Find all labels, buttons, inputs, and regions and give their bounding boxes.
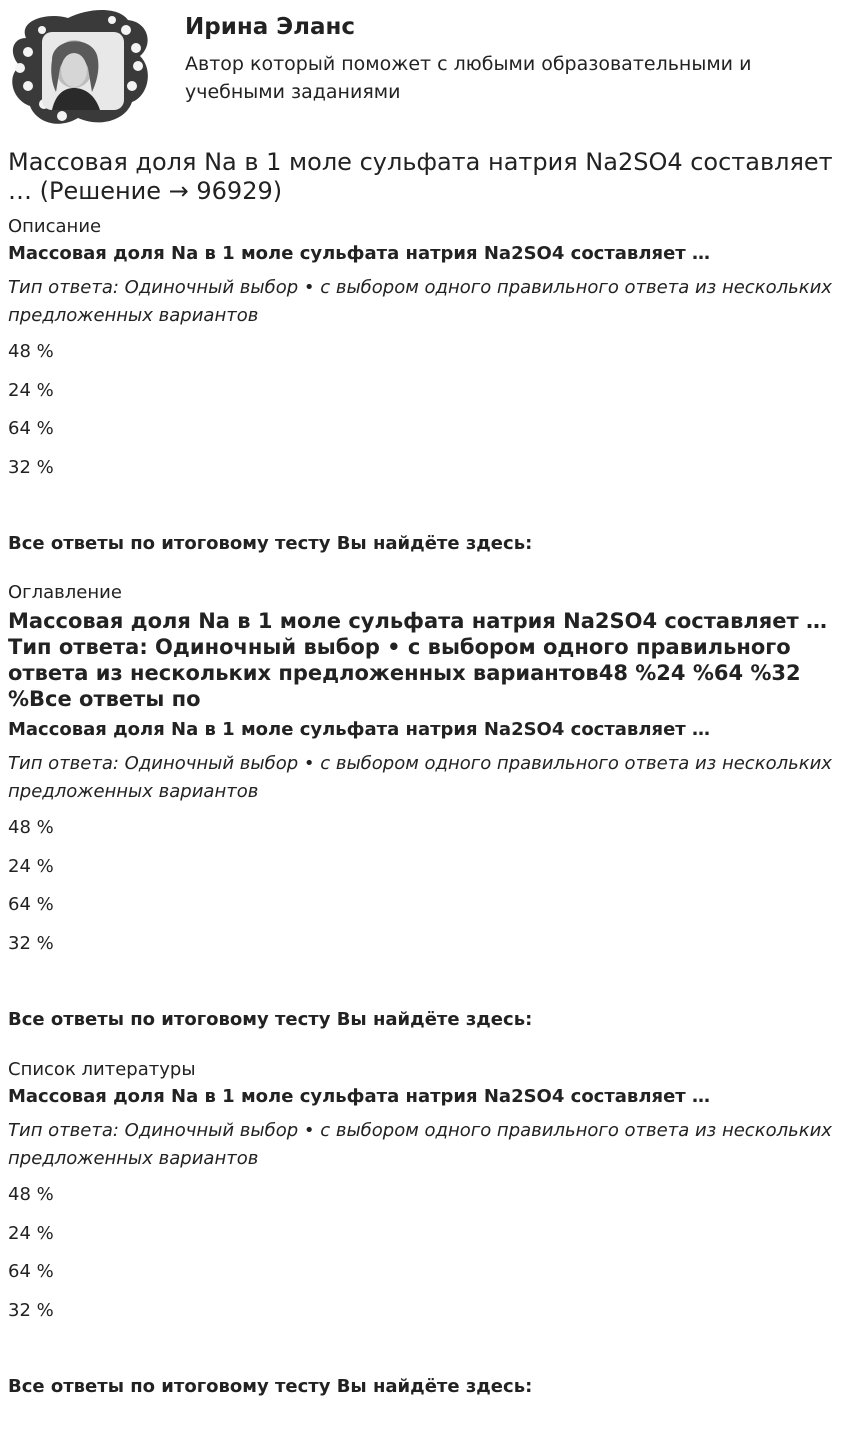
question-text: Массовая доля Na в 1 моле сульфата натрия Na2SO4 составляет … bbox=[8, 719, 710, 740]
answer-option: 24 % bbox=[8, 379, 54, 401]
author-avatar bbox=[8, 8, 150, 126]
all-answers-text: Все ответы по итоговому тесту Вы найдёте здесь: bbox=[8, 1009, 533, 1030]
all-answers-text: Все ответы по итоговому тесту Вы найдёте здесь: bbox=[8, 1376, 533, 1397]
section-label: Оглавление bbox=[8, 582, 122, 603]
answer-option: 48 % bbox=[8, 1184, 54, 1205]
answer-type: Тип ответа: Одиночный выбор • с выбором одного правильного ответа из нескольких предложенных вариантов bbox=[8, 753, 832, 802]
all-answers-text: Все ответы по итоговому тесту Вы найдёте здесь: bbox=[8, 533, 533, 554]
question-text: Массовая доля Na в 1 моле сульфата натрия Na2SO4 составляет … bbox=[8, 243, 710, 264]
answer-option: 48 % bbox=[8, 817, 54, 838]
answer-option: 24 % bbox=[8, 855, 54, 877]
description-section bbox=[8, 216, 843, 568]
section-label: Список литературы bbox=[8, 1059, 196, 1080]
answer-type: Тип ответа: Одиночный выбор • с выбором одного правильного ответа из нескольких предложенных вариантов bbox=[8, 1120, 832, 1169]
answer-option: 24 % bbox=[8, 1222, 54, 1244]
author-block bbox=[8, 8, 839, 126]
author-name: Ирина Эланс bbox=[185, 14, 356, 40]
toc-section bbox=[8, 582, 843, 1044]
section-label: Описание bbox=[8, 216, 102, 237]
answer-option: 64 % bbox=[8, 894, 54, 915]
answer-option: 64 % bbox=[8, 418, 54, 439]
answer-option: 32 % bbox=[8, 456, 54, 478]
toc-summary: Массовая доля Na в 1 моле сульфата натрия Na2SO4 составляет …Тип ответа: Одиночный выбор • с выбором одного правильного ответа из нескольких предложенных вариантов48 %24 %64 %32 %Все ответы по bbox=[8, 609, 827, 711]
literature-section bbox=[8, 1059, 843, 1411]
answer-option: 64 % bbox=[8, 1261, 54, 1282]
author-description: Автор который поможет с любыми образовательными и учебными заданиями bbox=[185, 53, 752, 103]
answer-option: 48 % bbox=[8, 341, 54, 362]
answer-option: 32 % bbox=[8, 1299, 54, 1321]
page-title: Массовая доля Na в 1 моле сульфата натрия Na2SO4 составляет … (Решение → 96929) bbox=[8, 148, 833, 205]
answer-type: Тип ответа: Одиночный выбор • с выбором одного правильного ответа из нескольких предложенных вариантов bbox=[8, 277, 832, 326]
answer-option: 32 % bbox=[8, 932, 54, 954]
question-text: Массовая доля Na в 1 моле сульфата натрия Na2SO4 составляет … bbox=[8, 1086, 710, 1107]
